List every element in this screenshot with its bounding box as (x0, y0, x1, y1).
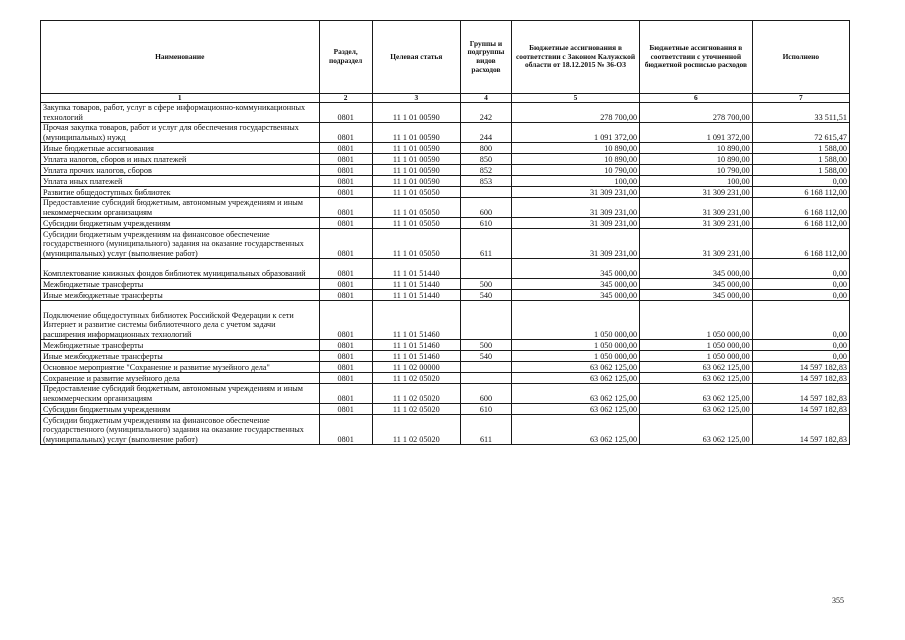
row-name-cell: Основное мероприятие "Сохранение и развитие музейного дела" (41, 362, 320, 373)
row-law-allocation-cell: 1 050 000,00 (512, 351, 640, 362)
header-row (41, 21, 850, 94)
row-adjusted-allocation-cell: 63 062 125,00 (640, 362, 753, 373)
row-group-cell: 540 (460, 351, 511, 362)
column-number: 2 (319, 94, 372, 103)
row-executed-cell: 6 168 112,00 (752, 229, 849, 259)
row-group-cell: 244 (460, 123, 511, 143)
row-group-cell: 600 (460, 384, 511, 404)
column-number: 1 (41, 94, 320, 103)
table-row (41, 301, 850, 340)
row-law-allocation-cell: 345 000,00 (512, 290, 640, 301)
row-section-cell: 0801 (319, 415, 372, 445)
row-target-cell: 11 1 01 00590 (372, 143, 460, 154)
row-group-cell (460, 187, 511, 198)
row-target-cell: 11 1 01 51440 (372, 279, 460, 290)
row-section-cell: 0801 (319, 176, 372, 187)
row-section-cell: 0801 (319, 187, 372, 198)
row-law-allocation-cell: 63 062 125,00 (512, 373, 640, 384)
row-executed-cell: 0,00 (752, 290, 849, 301)
row-target-cell: 11 1 01 00590 (372, 165, 460, 176)
table-row (41, 351, 850, 362)
row-name-cell: Субсидии бюджетным учреждениям (41, 218, 320, 229)
row-target-cell: 11 1 02 05020 (372, 415, 460, 445)
row-group-cell (460, 373, 511, 384)
row-name-cell: Комплектование книжных фондов библиотек муниципальных образований (41, 259, 320, 279)
row-name-cell: Иные межбюджетные трансферты (41, 351, 320, 362)
row-target-cell: 11 1 02 05020 (372, 384, 460, 404)
table-row (41, 290, 850, 301)
row-name-cell: Субсидии бюджетным учреждениям (41, 404, 320, 415)
row-executed-cell: 6 168 112,00 (752, 198, 849, 218)
row-name-cell: Прочая закупка товаров, работ и услуг для обеспечения государственных (муниципальных) нужд (41, 123, 320, 143)
row-name-cell: Уплата иных платежей (41, 176, 320, 187)
row-group-cell: 852 (460, 165, 511, 176)
column-number: 7 (752, 94, 849, 103)
row-name-cell: Уплата налогов, сборов и иных платежей (41, 154, 320, 165)
row-section-cell: 0801 (319, 259, 372, 279)
row-executed-cell: 6 168 112,00 (752, 187, 849, 198)
table-body (41, 103, 850, 445)
row-executed-cell: 0,00 (752, 176, 849, 187)
column-number: 3 (372, 94, 460, 103)
row-adjusted-allocation-cell: 31 309 231,00 (640, 198, 753, 218)
row-target-cell: 11 1 01 00590 (372, 176, 460, 187)
row-adjusted-allocation-cell: 1 091 372,00 (640, 123, 753, 143)
table-row (41, 187, 850, 198)
row-section-cell: 0801 (319, 143, 372, 154)
row-adjusted-allocation-cell: 31 309 231,00 (640, 229, 753, 259)
row-executed-cell: 6 168 112,00 (752, 218, 849, 229)
header-law-allocation: Бюджетные ассигнования в соответствии с Законом Калужской области от 18.12.2015 № 36-ОЗ (512, 21, 640, 94)
row-name-cell: Межбюджетные трансферты (41, 279, 320, 290)
row-group-cell: 850 (460, 154, 511, 165)
row-section-cell: 0801 (319, 362, 372, 373)
table-row (41, 404, 850, 415)
row-target-cell: 11 1 01 00590 (372, 154, 460, 165)
row-target-cell: 11 1 01 05050 (372, 218, 460, 229)
row-adjusted-allocation-cell: 278 700,00 (640, 103, 753, 123)
row-section-cell: 0801 (319, 229, 372, 259)
table-row (41, 143, 850, 154)
row-section-cell: 0801 (319, 103, 372, 123)
column-number: 6 (640, 94, 753, 103)
row-group-cell: 611 (460, 415, 511, 445)
row-law-allocation-cell: 63 062 125,00 (512, 362, 640, 373)
row-group-cell: 600 (460, 198, 511, 218)
row-section-cell: 0801 (319, 351, 372, 362)
row-law-allocation-cell: 100,00 (512, 176, 640, 187)
row-target-cell: 11 1 01 00590 (372, 103, 460, 123)
budget-table (40, 20, 850, 445)
table-row (41, 259, 850, 279)
row-executed-cell: 14 597 182,83 (752, 373, 849, 384)
row-executed-cell: 1 588,00 (752, 154, 849, 165)
row-executed-cell: 0,00 (752, 351, 849, 362)
row-section-cell: 0801 (319, 384, 372, 404)
row-adjusted-allocation-cell: 100,00 (640, 176, 753, 187)
row-section-cell: 0801 (319, 165, 372, 176)
row-group-cell: 500 (460, 279, 511, 290)
row-executed-cell: 0,00 (752, 301, 849, 340)
table-row (41, 176, 850, 187)
header-executed: Исполнено (752, 21, 849, 94)
row-name-cell: Закупка товаров, работ, услуг в сфере информационно-коммуникационных технологий (41, 103, 320, 123)
column-number: 4 (460, 94, 511, 103)
row-law-allocation-cell: 31 309 231,00 (512, 198, 640, 218)
row-target-cell: 11 1 01 00590 (372, 123, 460, 143)
row-group-cell: 800 (460, 143, 511, 154)
row-adjusted-allocation-cell: 63 062 125,00 (640, 373, 753, 384)
row-adjusted-allocation-cell: 31 309 231,00 (640, 187, 753, 198)
row-law-allocation-cell: 345 000,00 (512, 279, 640, 290)
table-row (41, 229, 850, 259)
row-adjusted-allocation-cell: 345 000,00 (640, 279, 753, 290)
row-adjusted-allocation-cell: 1 050 000,00 (640, 351, 753, 362)
row-adjusted-allocation-cell: 63 062 125,00 (640, 415, 753, 445)
row-law-allocation-cell: 10 890,00 (512, 143, 640, 154)
row-target-cell: 11 1 01 05050 (372, 229, 460, 259)
row-target-cell: 11 1 01 05050 (372, 198, 460, 218)
row-name-cell: Уплата прочих налогов, сборов (41, 165, 320, 176)
row-adjusted-allocation-cell: 31 309 231,00 (640, 218, 753, 229)
row-adjusted-allocation-cell: 10 890,00 (640, 143, 753, 154)
row-executed-cell: 0,00 (752, 340, 849, 351)
row-name-cell: Субсидии бюджетным учреждениям на финансовое обеспечение государственного (муниципального) задания на оказание государственных (муниципальных) услуг (выполнение работ) (41, 229, 320, 259)
row-target-cell: 11 1 01 51460 (372, 351, 460, 362)
row-law-allocation-cell: 1 091 372,00 (512, 123, 640, 143)
row-law-allocation-cell: 31 309 231,00 (512, 187, 640, 198)
row-executed-cell: 14 597 182,83 (752, 415, 849, 445)
row-executed-cell: 1 588,00 (752, 165, 849, 176)
row-name-cell: Предоставление субсидий бюджетным, автономным учреждениям и иным некоммерческим организациям (41, 384, 320, 404)
row-executed-cell: 0,00 (752, 259, 849, 279)
table-row (41, 373, 850, 384)
row-target-cell: 11 1 02 00000 (372, 362, 460, 373)
row-group-cell: 610 (460, 404, 511, 415)
row-target-cell: 11 1 01 51460 (372, 340, 460, 351)
header-adjusted-allocation: Бюджетные ассигнования в соответствии с уточненной бюджетной росписью расходов (640, 21, 753, 94)
row-group-cell: 853 (460, 176, 511, 187)
row-name-cell: Сохранение и развитие музейного дела (41, 373, 320, 384)
row-section-cell: 0801 (319, 340, 372, 351)
row-section-cell: 0801 (319, 154, 372, 165)
row-law-allocation-cell: 10 890,00 (512, 154, 640, 165)
row-adjusted-allocation-cell: 1 050 000,00 (640, 301, 753, 340)
row-name-cell: Подключение общедоступных библиотек Российской Федерации к сети Интернет и развитие системы библиотечного дела с учетом задачи расширения информационных технологий (41, 301, 320, 340)
table-row (41, 384, 850, 404)
row-executed-cell: 33 511,51 (752, 103, 849, 123)
column-number: 5 (512, 94, 640, 103)
table-row (41, 103, 850, 123)
row-law-allocation-cell: 10 790,00 (512, 165, 640, 176)
row-adjusted-allocation-cell: 10 890,00 (640, 154, 753, 165)
row-law-allocation-cell: 31 309 231,00 (512, 229, 640, 259)
row-target-cell: 11 1 02 05020 (372, 404, 460, 415)
header-group: Группы и подгруппы видов расходов (460, 21, 511, 94)
row-group-cell (460, 301, 511, 340)
row-name-cell: Предоставление субсидий бюджетным, автономным учреждениям и иным некоммерческим организациям (41, 198, 320, 218)
row-law-allocation-cell: 63 062 125,00 (512, 404, 640, 415)
row-law-allocation-cell: 345 000,00 (512, 259, 640, 279)
row-law-allocation-cell: 278 700,00 (512, 103, 640, 123)
row-executed-cell: 14 597 182,83 (752, 384, 849, 404)
row-group-cell: 540 (460, 290, 511, 301)
row-law-allocation-cell: 31 309 231,00 (512, 218, 640, 229)
row-section-cell: 0801 (319, 279, 372, 290)
row-name-cell: Иные бюджетные ассигнования (41, 143, 320, 154)
header-name: Наименование (41, 21, 320, 94)
table-row (41, 165, 850, 176)
row-law-allocation-cell: 1 050 000,00 (512, 340, 640, 351)
row-group-cell: 610 (460, 218, 511, 229)
row-law-allocation-cell: 1 050 000,00 (512, 301, 640, 340)
row-target-cell: 11 1 01 51440 (372, 259, 460, 279)
row-name-cell: Развитие общедоступных библиотек (41, 187, 320, 198)
row-section-cell: 0801 (319, 301, 372, 340)
row-adjusted-allocation-cell: 345 000,00 (640, 259, 753, 279)
row-group-cell: 500 (460, 340, 511, 351)
row-section-cell: 0801 (319, 218, 372, 229)
row-adjusted-allocation-cell: 63 062 125,00 (640, 384, 753, 404)
table-row (41, 415, 850, 445)
row-target-cell: 11 1 01 05050 (372, 187, 460, 198)
row-target-cell: 11 1 02 05020 (372, 373, 460, 384)
page-number: 355 (832, 596, 844, 605)
table-row (41, 218, 850, 229)
column-number-row (41, 94, 850, 103)
row-adjusted-allocation-cell: 345 000,00 (640, 290, 753, 301)
table-row (41, 123, 850, 143)
row-group-cell (460, 259, 511, 279)
row-group-cell: 242 (460, 103, 511, 123)
row-adjusted-allocation-cell: 1 050 000,00 (640, 340, 753, 351)
row-group-cell: 611 (460, 229, 511, 259)
table-row (41, 198, 850, 218)
row-section-cell: 0801 (319, 373, 372, 384)
row-name-cell: Субсидии бюджетным учреждениям на финансовое обеспечение государственного (муниципального) задания на оказание государственных (муниципальных) услуг (выполнение работ) (41, 415, 320, 445)
row-law-allocation-cell: 63 062 125,00 (512, 415, 640, 445)
row-executed-cell: 0,00 (752, 279, 849, 290)
table-row (41, 362, 850, 373)
table-row (41, 154, 850, 165)
row-executed-cell: 1 588,00 (752, 143, 849, 154)
row-section-cell: 0801 (319, 123, 372, 143)
row-adjusted-allocation-cell: 63 062 125,00 (640, 404, 753, 415)
row-section-cell: 0801 (319, 198, 372, 218)
row-section-cell: 0801 (319, 290, 372, 301)
row-executed-cell: 72 615,47 (752, 123, 849, 143)
row-adjusted-allocation-cell: 10 790,00 (640, 165, 753, 176)
table-row (41, 279, 850, 290)
table-row (41, 340, 850, 351)
row-section-cell: 0801 (319, 404, 372, 415)
row-executed-cell: 14 597 182,83 (752, 404, 849, 415)
row-name-cell: Межбюджетные трансферты (41, 340, 320, 351)
row-group-cell (460, 362, 511, 373)
row-law-allocation-cell: 63 062 125,00 (512, 384, 640, 404)
row-target-cell: 11 1 01 51460 (372, 301, 460, 340)
row-name-cell: Иные межбюджетные трансферты (41, 290, 320, 301)
row-target-cell: 11 1 01 51440 (372, 290, 460, 301)
row-executed-cell: 14 597 182,83 (752, 362, 849, 373)
header-section: Раздел, подраздел (319, 21, 372, 94)
header-target: Целевая статья (372, 21, 460, 94)
